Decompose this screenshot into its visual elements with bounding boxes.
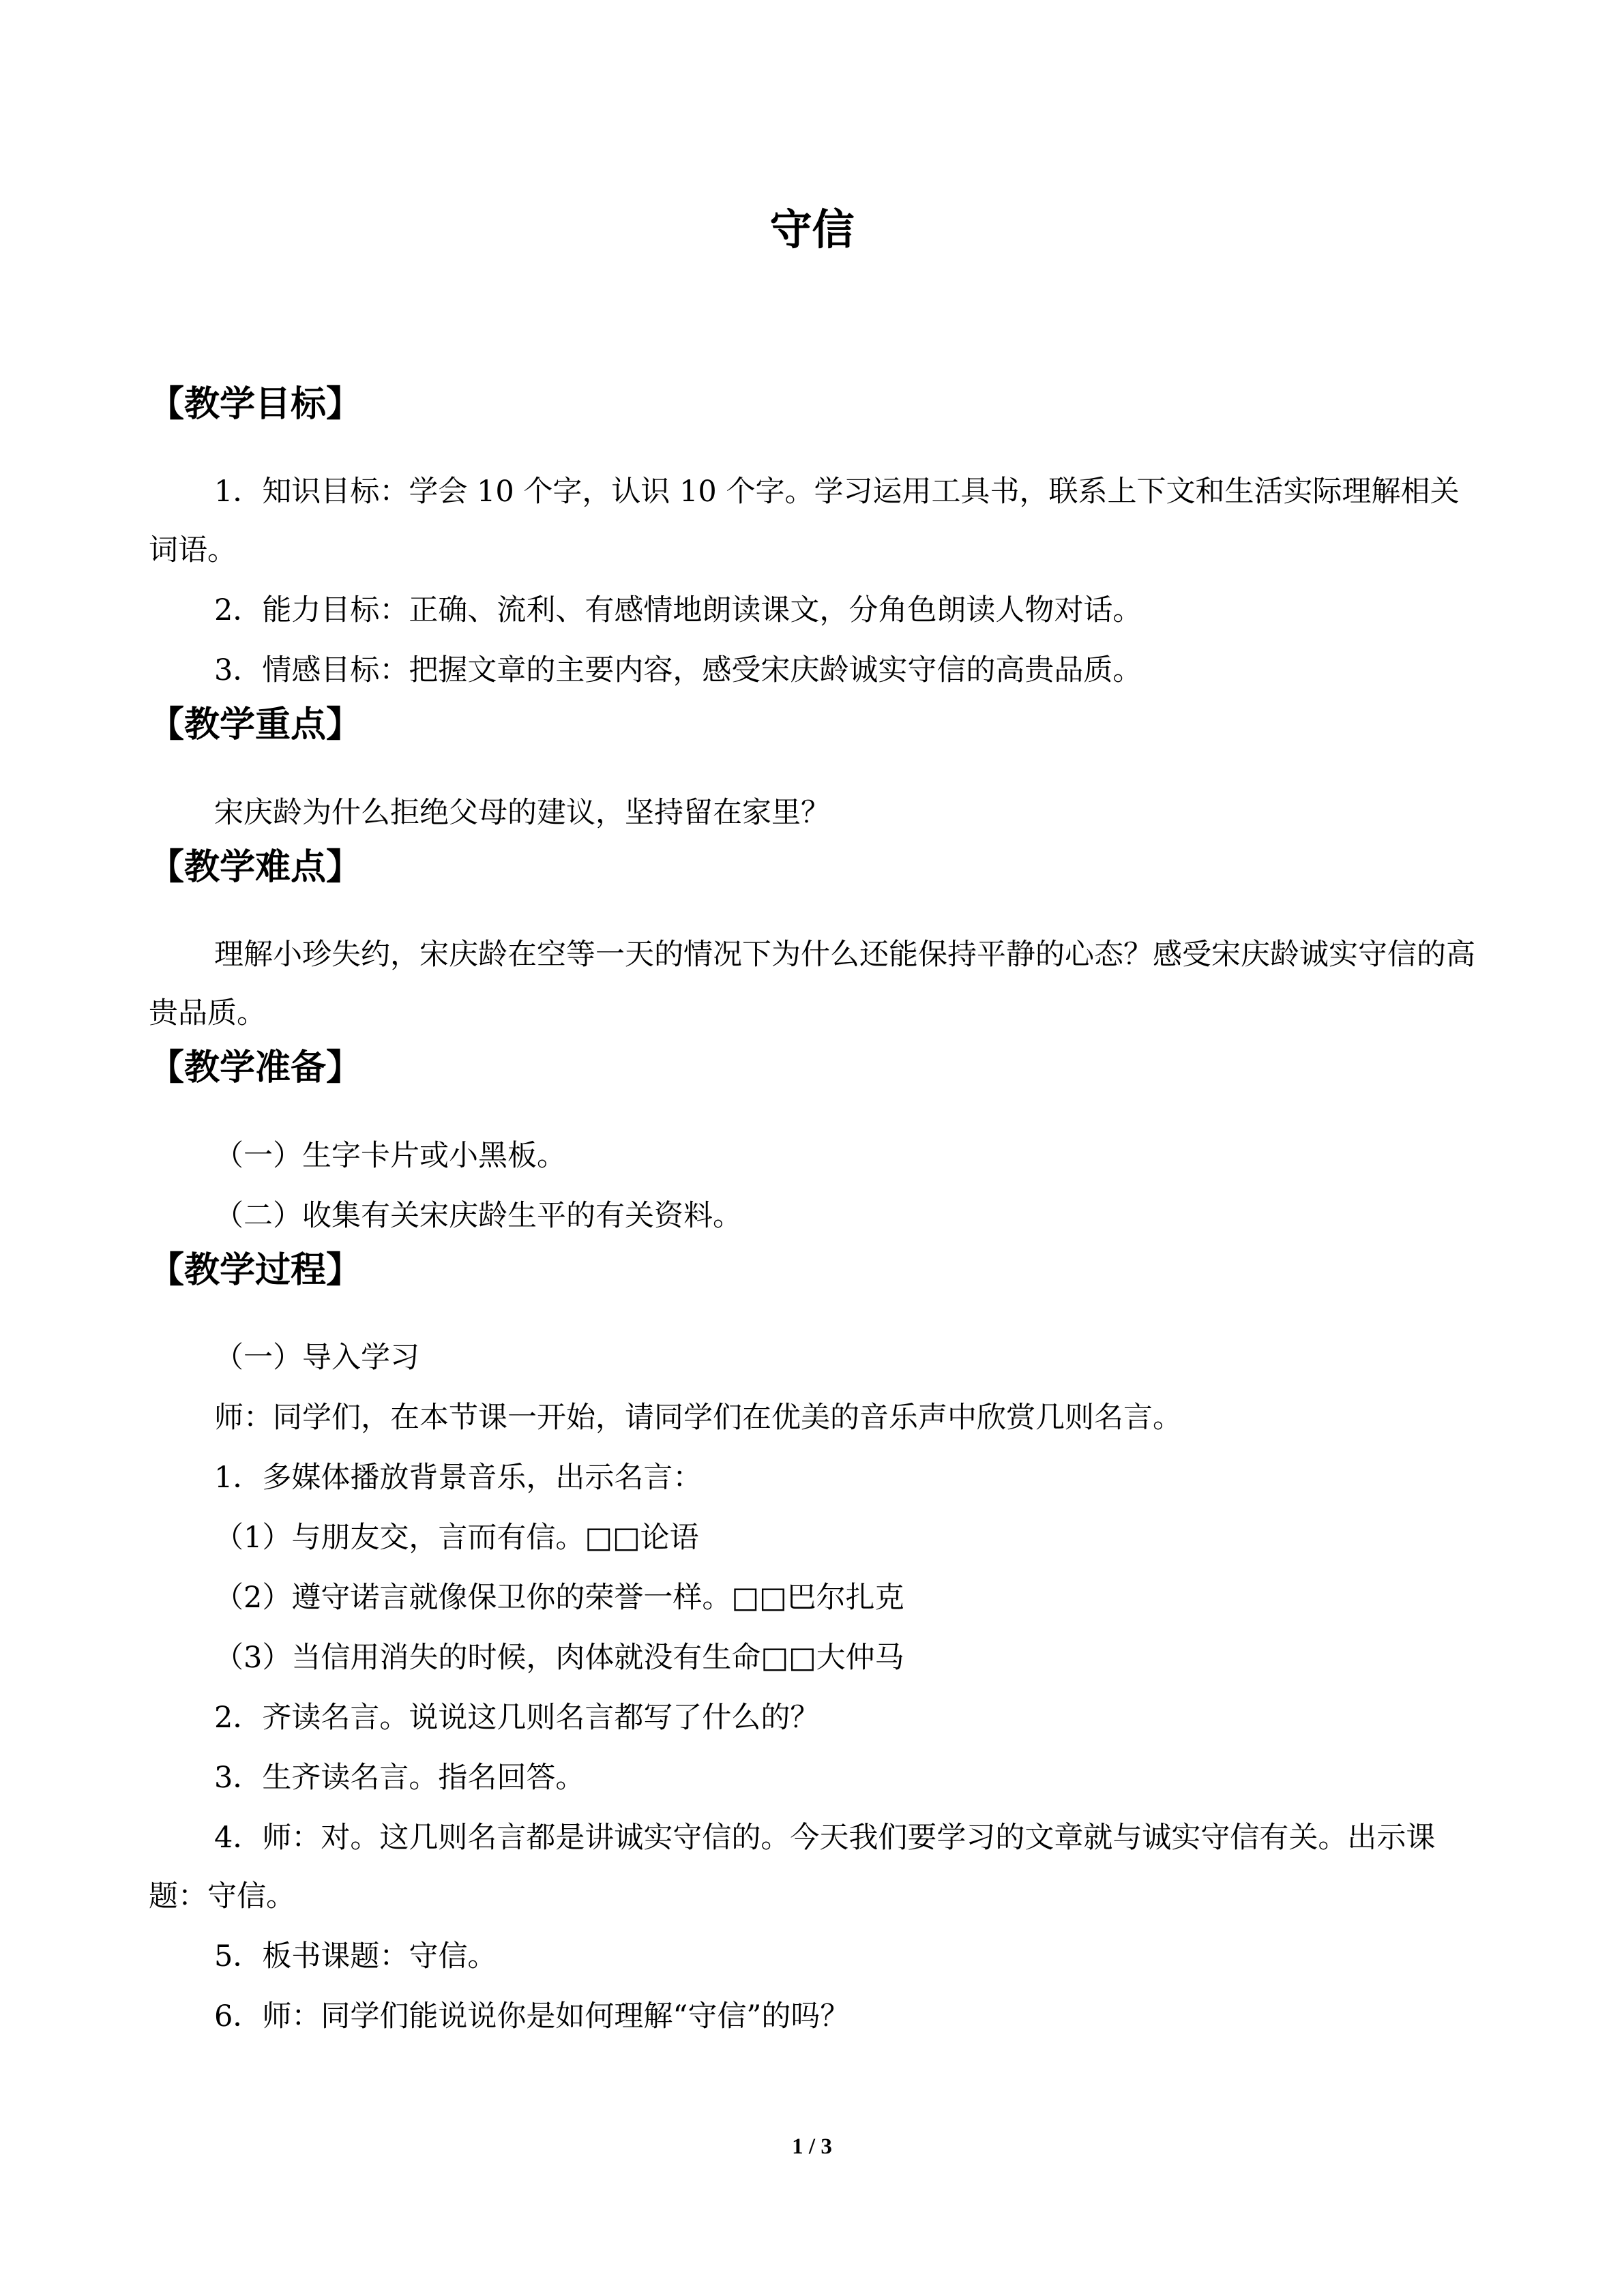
paragraph: 1．知识目标：学会 10 个字，认识 10 个字。学习运用工具书，联系上下文和生活实际理解相关词语。: [149, 475, 1460, 568]
section-heading: 【教学重点】: [149, 704, 362, 746]
section-teaching-process: [149, 1249, 1475, 2046]
paragraph: 理解小珍失约，宋庆龄在空等一天的情况下为什么还能保持平静的心态？感受宋庆龄诚实守信的高贵品质。: [149, 938, 1475, 1031]
section-teaching-preparation: [149, 1047, 1475, 1244]
section-heading: 【教学过程】: [149, 1249, 362, 1291]
section-teaching-difficulty: [149, 846, 1475, 1043]
section-teaching-focus: [149, 704, 1475, 841]
section-teaching-goals: [149, 383, 1475, 700]
paragraph: （2）遵守诺言就像保卫你的荣誉一样。□□巴尔扎克: [214, 1580, 904, 1615]
paragraph: 1．多媒体播放背景音乐，出示名言：: [214, 1460, 703, 1495]
paragraph: 2．能力目标：正确、流利、有感情地朗读课文，分角色朗读人物对话。: [214, 593, 1142, 628]
page-number: 1 / 3: [792, 2134, 832, 2159]
paragraph: 宋庆龄为什么拒绝父母的建议，坚持留在家里？: [214, 795, 830, 830]
paragraph: 3．生齐读名言。指名回答。: [214, 1760, 585, 1795]
section-heading: 【教学目标】: [149, 384, 362, 425]
paragraph: （3）当信用消失的时候，肉体就没有生命□□大仲马: [214, 1640, 904, 1675]
paragraph: （一）生字卡片或小黑板。: [214, 1138, 566, 1173]
paragraph: （一）导入学习: [214, 1340, 419, 1375]
section-heading: 【教学难点】: [149, 846, 362, 888]
document-body: [149, 383, 1475, 2047]
paragraph: 6．师：同学们能说说你是如何理解“守信”的吗？: [214, 1999, 850, 2033]
paragraph: 3．情感目标：把握文章的主要内容，感受宋庆龄诚实守信的高贵品质。: [214, 653, 1142, 688]
paragraph: 5．板书课题：守信。: [214, 1939, 497, 1973]
paragraph: 4．师：对。这几则名言都是讲诚实守信的。今天我们要学习的文章就与诚实守信有关。出示课题：守信。: [149, 1820, 1436, 1913]
page-title: 守信: [769, 205, 855, 254]
section-heading: 【教学准备】: [149, 1047, 362, 1089]
paragraph: 师：同学们，在本节课一开始，请同学们在优美的音乐声中欣赏几则名言。: [214, 1400, 1182, 1435]
paragraph: （二）收集有关宋庆龄生平的有关资料。: [214, 1198, 742, 1233]
paragraph: 2．齐读名言。说说这几则名言都写了什么的？: [214, 1700, 820, 1735]
paragraph: （1）与朋友交，言而有信。□□论语: [214, 1520, 699, 1555]
